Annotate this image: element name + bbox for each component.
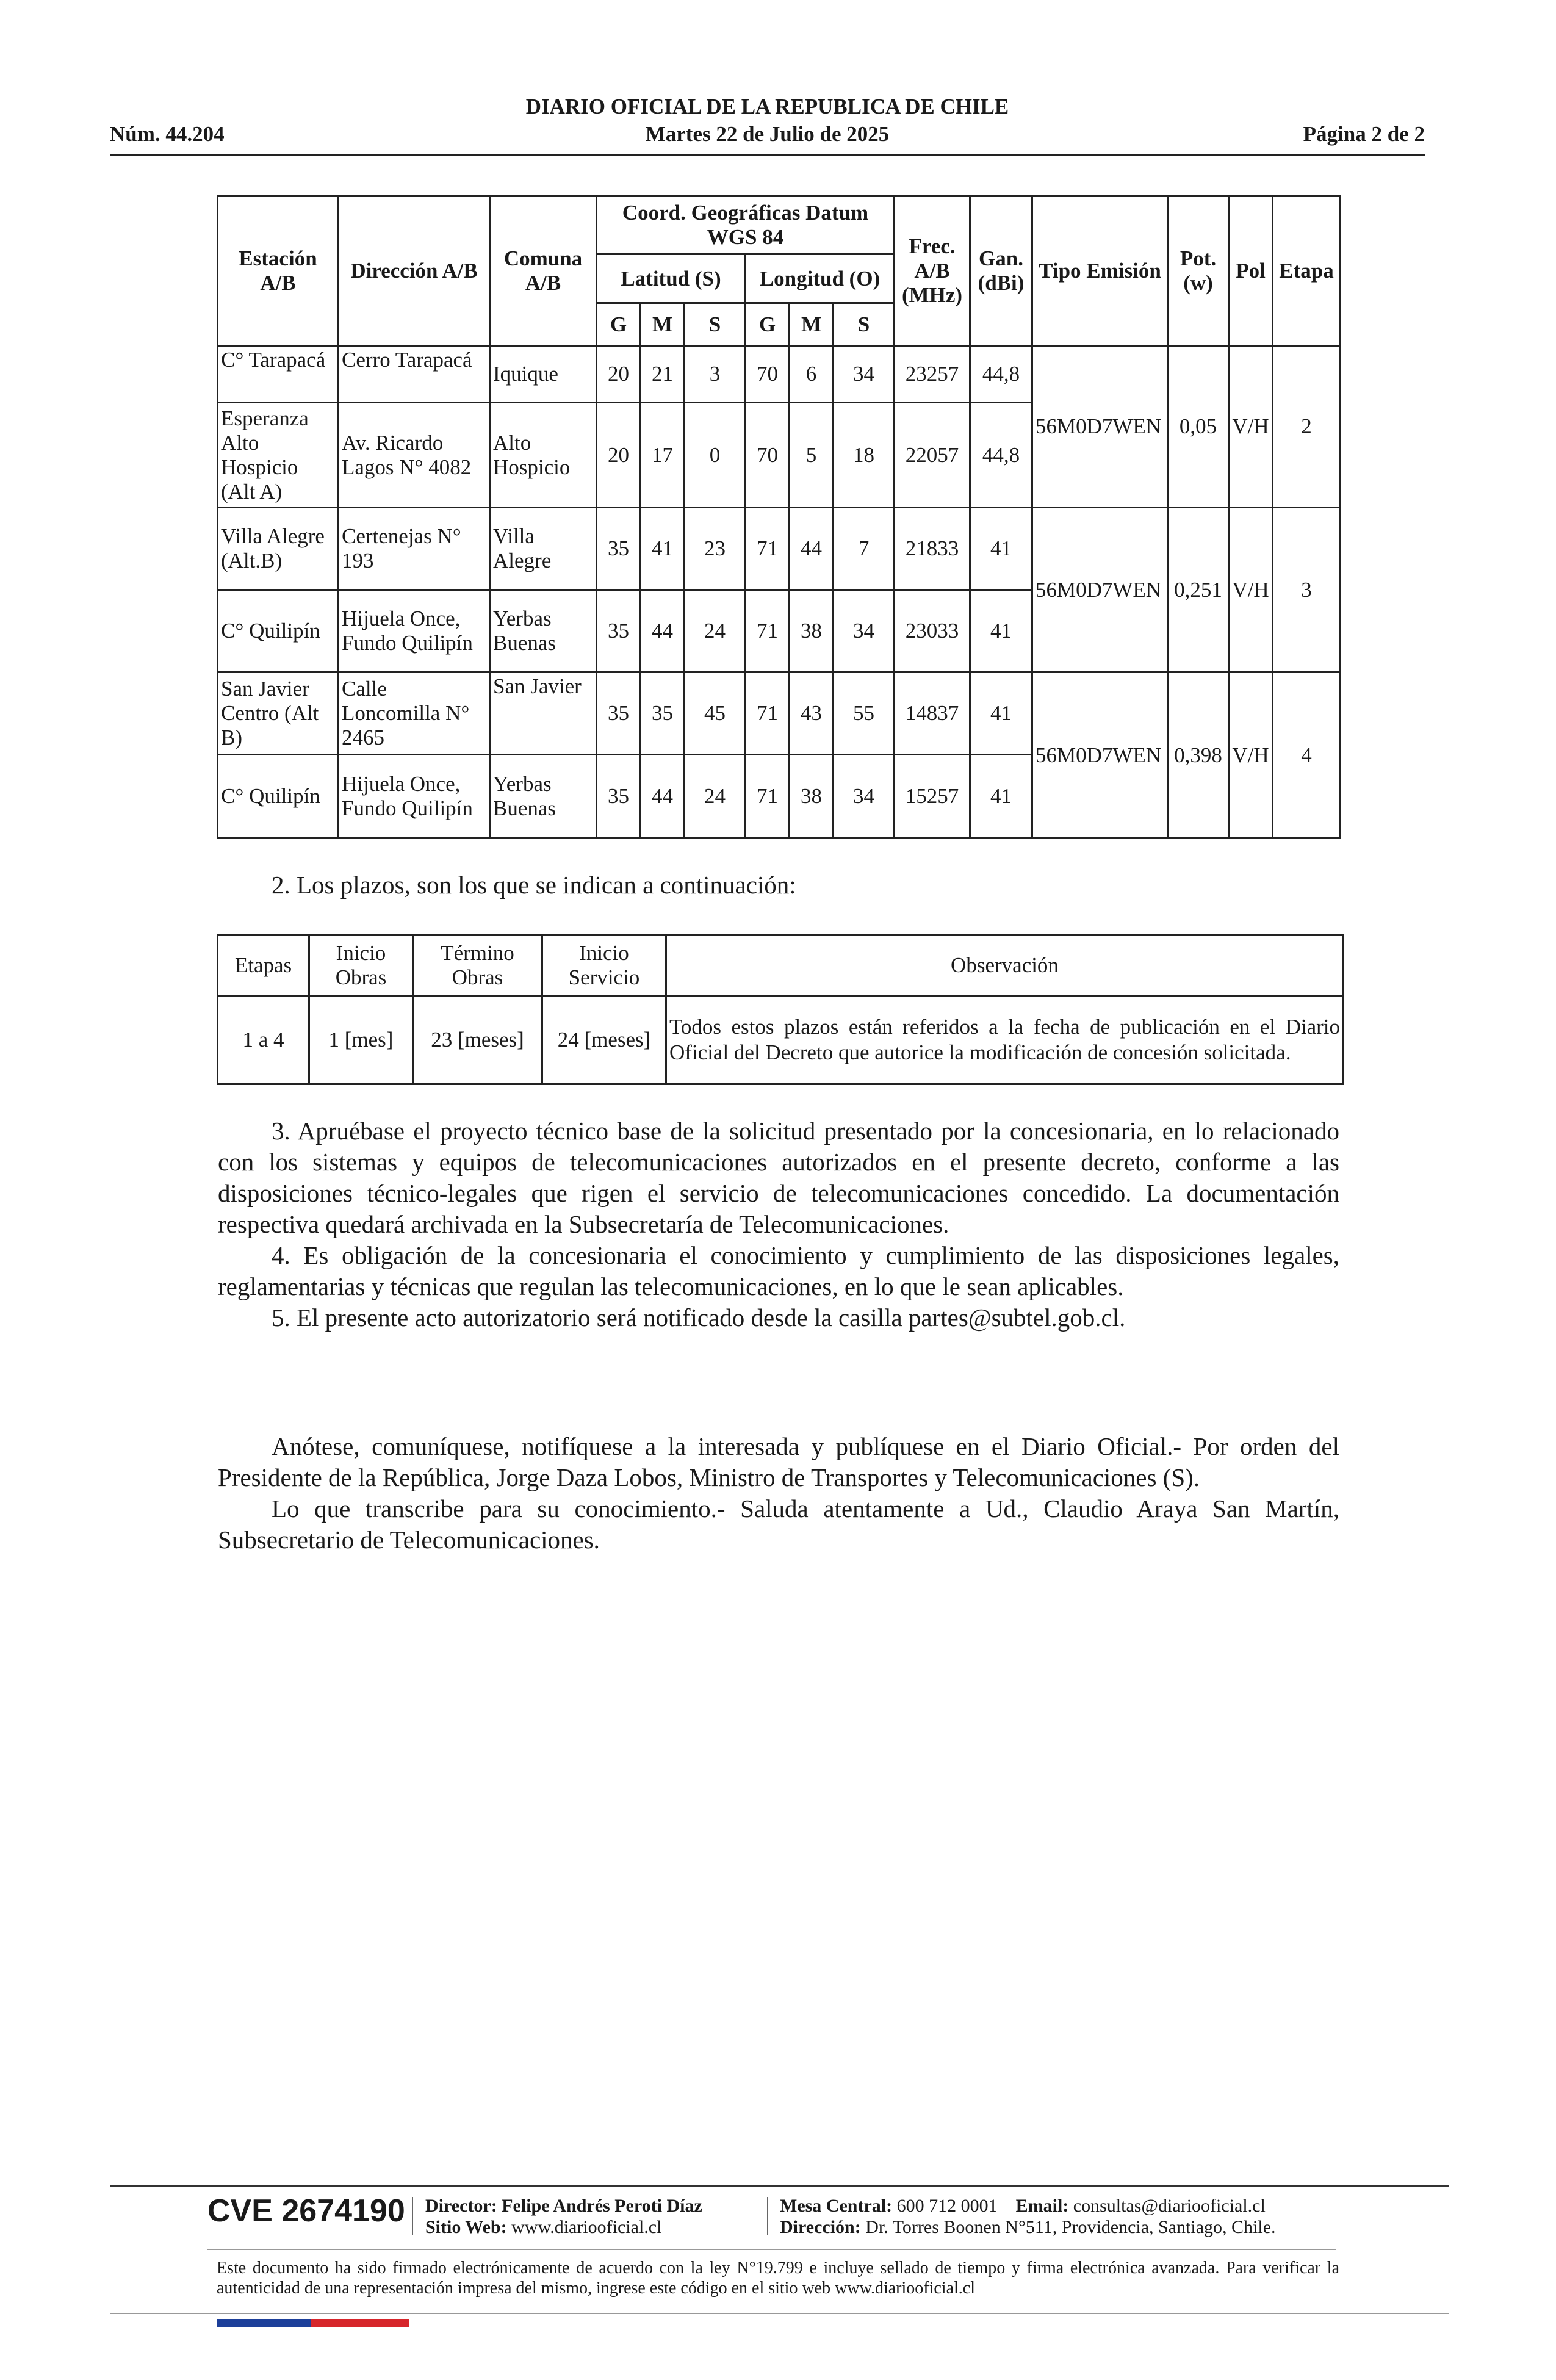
- body-paragraphs: [218, 1116, 1339, 1333]
- header-lat-m: M: [641, 303, 685, 346]
- closing-paragraph: Lo que transcribe para su conocimiento.- Saluda atentamente a Ud., Claudio Araya San Martín, Subsecretario de Telecomunicaciones.: [218, 1495, 1339, 1554]
- flag-stripe-red: [311, 2319, 409, 2327]
- page-number: Página 2 de 2: [1303, 122, 1425, 146]
- stages-cell: 1 a 4: [218, 996, 309, 1084]
- site-link[interactable]: www.diariooficial.cl: [511, 2217, 662, 2237]
- address-label: Dirección:: [780, 2217, 861, 2237]
- emission-cell: 56M0D7WEN: [1032, 508, 1168, 673]
- header-start-works: Inicio Obras: [309, 935, 413, 996]
- header-lon-g: G: [746, 303, 790, 346]
- stage-cell: 2: [1273, 346, 1341, 508]
- address-cell: Hijuela Once, Fundo Quilipín: [339, 755, 490, 838]
- header-address: Dirección A/B: [339, 197, 490, 346]
- gain-cell: 41: [970, 590, 1032, 673]
- address-cell: Certenejas N° 193: [339, 508, 490, 590]
- lat-m-cell: 35: [641, 673, 685, 755]
- commune-cell: Yerbas Buenas: [490, 755, 597, 838]
- station-cell: C° Tarapacá: [218, 346, 339, 403]
- issue-number: Núm. 44.204: [110, 122, 225, 146]
- header-observation: Observación: [666, 935, 1344, 996]
- email-link[interactable]: consultas@diariooficial.cl: [1073, 2196, 1266, 2216]
- frequency-cell: 14837: [895, 673, 970, 755]
- lat-s-cell: 45: [685, 673, 746, 755]
- emission-cell: 56M0D7WEN: [1032, 346, 1168, 508]
- table-row: [218, 346, 1341, 403]
- director-name: Felipe Andrés Peroti Díaz: [502, 2196, 702, 2216]
- gain-cell: 44,8: [970, 346, 1032, 403]
- site-label: Sitio Web:: [425, 2217, 507, 2237]
- frequency-cell: 23033: [895, 590, 970, 673]
- commune-cell: San Javier: [490, 673, 597, 755]
- cve-code: CVE 2674190: [207, 2193, 405, 2229]
- director-label: Director:: [425, 2196, 497, 2216]
- footer-inner-divider: [207, 2249, 1336, 2250]
- lon-s-cell: 55: [834, 673, 895, 755]
- header-gain: Gan. (dBi): [970, 197, 1032, 346]
- lat-m-cell: 17: [641, 403, 685, 508]
- address-cell: Calle Loncomilla N° 2465: [339, 673, 490, 755]
- email-label: Email:: [1015, 2196, 1069, 2216]
- lon-g-cell: 71: [746, 673, 790, 755]
- lon-s-cell: 7: [834, 508, 895, 590]
- lat-g-cell: 35: [597, 673, 641, 755]
- lat-m-cell: 41: [641, 508, 685, 590]
- header-lat-s: S: [685, 303, 746, 346]
- lon-g-cell: 71: [746, 755, 790, 838]
- issue-date: Martes 22 de Julio de 2025: [645, 122, 890, 146]
- header-stages: Etapas: [218, 935, 309, 996]
- header-row: [110, 122, 1425, 150]
- closing-paragraph: Anótese, comuníquese, notifíquese a la interesada y publíquese en el Diario Oficial.- Por orden del Presidente de la República, Jorge Daza Lobos, Ministro de Transportes y Telecomunicaciones (S).: [218, 1432, 1339, 1491]
- header-stage: Etapa: [1273, 197, 1341, 346]
- lon-g-cell: 71: [746, 590, 790, 673]
- lon-m-cell: 44: [790, 508, 834, 590]
- table-row: [218, 508, 1341, 590]
- frequency-cell: 23257: [895, 346, 970, 403]
- power-cell: 0,05: [1168, 346, 1229, 508]
- gain-cell: 44,8: [970, 403, 1032, 508]
- start-works-cell: 1 [mes]: [309, 996, 413, 1084]
- station-cell: Esperanza Alto Hospicio (Alt A): [218, 403, 339, 508]
- lon-g-cell: 71: [746, 508, 790, 590]
- section-2-intro: [218, 870, 1339, 901]
- power-cell: 0,251: [1168, 508, 1229, 673]
- lat-m-cell: 44: [641, 590, 685, 673]
- stations-table: [217, 195, 1341, 839]
- lon-s-cell: 34: [834, 346, 895, 403]
- address-cell: Cerro Tarapacá: [339, 346, 490, 403]
- header-lat-g: G: [597, 303, 641, 346]
- pol-cell: V/H: [1229, 673, 1273, 838]
- table-row: [218, 996, 1344, 1084]
- gain-cell: 41: [970, 508, 1032, 590]
- frequency-cell: 21833: [895, 508, 970, 590]
- address-cell: Hijuela Once, Fundo Quilipín: [339, 590, 490, 673]
- commune-cell: Villa Alegre: [490, 508, 597, 590]
- office-address: Dr. Torres Boonen N°511, Providencia, Santiago, Chile.: [865, 2217, 1276, 2237]
- station-cell: San Javier Centro (Alt B): [218, 673, 339, 755]
- lon-g-cell: 70: [746, 346, 790, 403]
- header-power: Pot. (w): [1168, 197, 1229, 346]
- closing-paragraphs: [218, 1431, 1339, 1556]
- header-lon-m: M: [790, 303, 834, 346]
- pol-cell: V/H: [1229, 346, 1273, 508]
- header-coords: Coord. Geográficas Datum WGS 84: [597, 197, 895, 254]
- header-commune: Comuna A/B: [490, 197, 597, 346]
- footer-contact-block: [780, 2195, 1276, 2238]
- lat-m-cell: 21: [641, 346, 685, 403]
- signature-note: Este documento ha sido firmado electrónicamente de acuerdo con la ley N°19.799 e incluye sellado de tiempo y firma electrónica avanzada. Para verificar la autenticidad de una representación impresa del mismo, ingrese este código en el sitio web www.diariooficial.cl: [217, 2259, 1339, 2298]
- station-cell: C° Quilipín: [218, 755, 339, 838]
- header-longitude: Longitud (O): [746, 254, 895, 303]
- footer-separator: [767, 2197, 768, 2235]
- header-station: Estación A/B: [218, 197, 339, 346]
- stage-cell: 4: [1273, 673, 1341, 838]
- lat-s-cell: 0: [685, 403, 746, 508]
- paragraph: 2. Los plazos, son los que se indican a continuación:: [272, 871, 796, 899]
- footer-separator: [412, 2197, 413, 2235]
- phone-label: Mesa Central:: [780, 2196, 893, 2216]
- header-start-service: Inicio Servicio: [542, 935, 666, 996]
- deadlines-table: [217, 934, 1344, 1085]
- footer-bottom-divider: [110, 2313, 1449, 2314]
- header-lon-s: S: [834, 303, 895, 346]
- lon-m-cell: 38: [790, 755, 834, 838]
- header-emission: Tipo Emisión: [1032, 197, 1168, 346]
- lat-s-cell: 24: [685, 755, 746, 838]
- lon-s-cell: 34: [834, 755, 895, 838]
- frequency-cell: 22057: [895, 403, 970, 508]
- header-latitude: Latitud (S): [597, 254, 746, 303]
- footer-director-block: [425, 2195, 702, 2238]
- address-cell: Av. Ricardo Lagos N° 4082: [339, 403, 490, 508]
- header-pol: Pol: [1229, 197, 1273, 346]
- flag-stripe-blue: [217, 2319, 311, 2327]
- commune-cell: Yerbas Buenas: [490, 590, 597, 673]
- table-row: [218, 673, 1341, 755]
- lat-g-cell: 20: [597, 346, 641, 403]
- lon-s-cell: 18: [834, 403, 895, 508]
- newspaper-title: DIARIO OFICIAL DE LA REPUBLICA DE CHILE: [525, 95, 1009, 118]
- lon-m-cell: 6: [790, 346, 834, 403]
- header-divider: [110, 154, 1425, 156]
- frequency-cell: 15257: [895, 755, 970, 838]
- lat-s-cell: 3: [685, 346, 746, 403]
- lon-m-cell: 5: [790, 403, 834, 508]
- station-cell: C° Quilipín: [218, 590, 339, 673]
- lat-g-cell: 35: [597, 755, 641, 838]
- emission-cell: 56M0D7WEN: [1032, 673, 1168, 838]
- gain-cell: 41: [970, 673, 1032, 755]
- footer-divider: [110, 2185, 1449, 2187]
- station-cell: Villa Alegre (Alt.B): [218, 508, 339, 590]
- observation-cell: Todos estos plazos están referidos a la fecha de publicación en el Diario Oficial del Decreto que autorice la modificación de concesión solicitada.: [666, 996, 1344, 1084]
- lon-g-cell: 70: [746, 403, 790, 508]
- phone-number: 600 712 0001: [896, 2196, 998, 2216]
- start-service-cell: 24 [meses]: [542, 996, 666, 1084]
- commune-cell: Alto Hospicio: [490, 403, 597, 508]
- paragraph-3: 3. Apruébase el proyecto técnico base de la solicitud presentado por la concesionaria, en lo relacionado con los sistemas y equipos de telecomunicaciones autorizados en el presente decreto, conforme a las disposiciones técnico-legales que rigen el servicio de telecomunicaciones concedido. La documentación respectiva quedará archivada en la Subsecretaría de Telecomunicaciones.: [218, 1117, 1339, 1238]
- paragraph-4: 4. Es obligación de la concesionaria el conocimiento y cumplimiento de las disposiciones legales, reglamentarias y técnicas que regulan las telecomunicaciones, en lo que le sean aplicables.: [218, 1241, 1339, 1300]
- lat-g-cell: 35: [597, 590, 641, 673]
- lat-s-cell: 24: [685, 590, 746, 673]
- gain-cell: 41: [970, 755, 1032, 838]
- commune-cell: Iquique: [490, 346, 597, 403]
- header-frequency: Frec. A/B (MHz): [895, 197, 970, 346]
- lon-m-cell: 38: [790, 590, 834, 673]
- lon-s-cell: 34: [834, 590, 895, 673]
- lon-m-cell: 43: [790, 673, 834, 755]
- header-end-works: Término Obras: [413, 935, 542, 996]
- stage-cell: 3: [1273, 508, 1341, 673]
- power-cell: 0,398: [1168, 673, 1229, 838]
- paragraph-5: 5. El presente acto autorizatorio será notificado desde la casilla partes@subtel.gob.cl.: [272, 1304, 1126, 1332]
- lat-g-cell: 20: [597, 403, 641, 508]
- end-works-cell: 23 [meses]: [413, 996, 542, 1084]
- lat-m-cell: 44: [641, 755, 685, 838]
- lat-s-cell: 23: [685, 508, 746, 590]
- lat-g-cell: 35: [597, 508, 641, 590]
- pol-cell: V/H: [1229, 508, 1273, 673]
